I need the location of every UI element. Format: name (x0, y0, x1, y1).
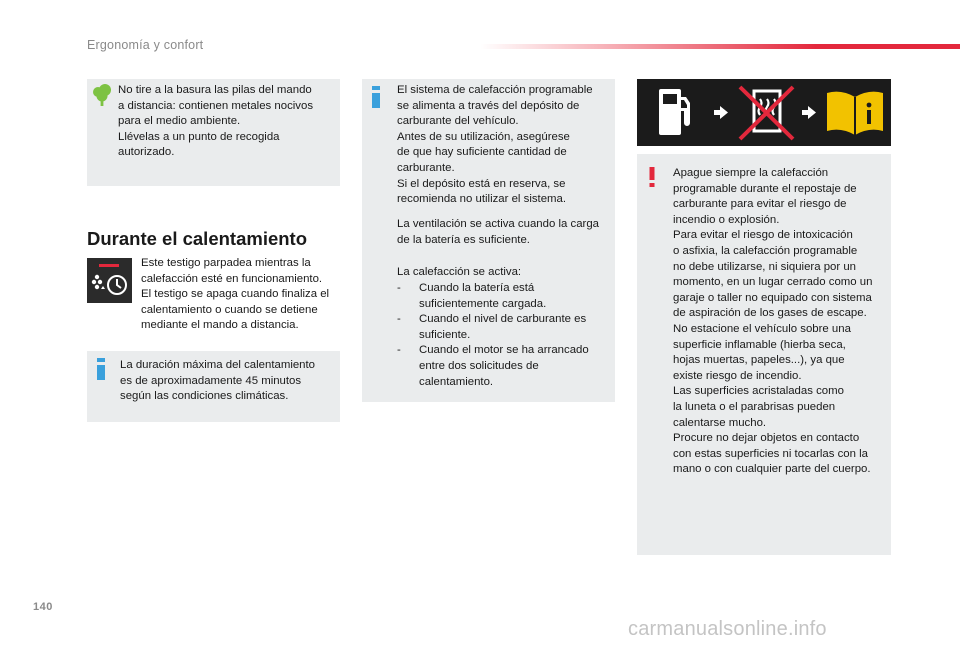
info-paragraph-activation: La calefacción se activa: (397, 266, 522, 278)
warning-text: Apague siempre la calefacción programable durante el repostaje de carburante para evitar el riesgo de incendio o explosión. Para evitar el riesgo de intoxicación o asfixia, la calefacción programable no debe utilizarse, ni siquiera por un momento, en un lugar cerrado como un garaje o taller no equipado con sistema de aspiración de los gases de escape. No estacione el vehículo sobre una superficie inflamable (hierba seca, hojas muertas, papeles...), ya que existe riesgo de incendio. Las superficies acristaladas como la luneta o el parabrisas pueden calentarse mucho. Procure no dejar objetos en contacto con estas superficies ni tocarlas con la mano o con cualquier parte del cuerpo. (673, 167, 873, 476)
list-item: - Cuando el motor se ha arrancado entre dos solicitudes de calentamiento. (397, 344, 589, 388)
section-title: Durante el calentamiento (87, 228, 308, 249)
info-paragraph-ventilation: La ventilación se activa cuando la carga de la batería es suficiente. (397, 218, 599, 246)
page-number: 140 (33, 601, 53, 613)
eco-tree-icon (92, 83, 112, 107)
crossed-heater-icon (740, 87, 793, 139)
list-item: - Cuando la batería está suficientemente cargada. (397, 282, 547, 310)
eco-note-box (87, 79, 340, 186)
manual-book-icon (827, 92, 883, 135)
warning-box (637, 154, 891, 555)
duration-info-box (87, 351, 340, 422)
activation-conditions-list (397, 265, 589, 390)
telltale-description: Este testigo parpadea mientras la calefacción esté en funcionamiento. El testigo se apaga cuando finaliza el calentamiento o cuando se detiene mediante el mando a distancia. (141, 257, 330, 332)
duration-info-text: La duración máxima del calentamiento es de aproximadamente 45 minutos según las condiciones climáticas. (120, 359, 316, 403)
arrow-right-icon (714, 106, 728, 119)
info-icon (97, 358, 105, 380)
eco-note-text: No tire a la basura las pilas del mando a distancia: contienen metales nocivos para el medio ambiente. Llévelas a un punto de recogida autorizado. (118, 84, 314, 159)
heating-telltale-icon (87, 258, 132, 303)
warning-exclamation-icon (649, 167, 655, 187)
fuel-pump-icon (659, 89, 690, 135)
list-item: - Cuando el nivel de carburante es suficiente. (397, 313, 587, 341)
header-rule (480, 44, 960, 49)
arrow-right-icon (802, 106, 816, 119)
refuelling-pictogram (637, 79, 891, 146)
page-header-title: Ergonomía y confort (87, 38, 204, 52)
watermark: carmanualsonline.info (628, 618, 827, 640)
info-icon (372, 86, 380, 108)
info-paragraph-fuel: El sistema de calefacción programable se alimenta a través del depósito de carburante del vehículo. Antes de su utilización, asegúrese de que hay suficiente cantidad de carburante. Si el depósito está en reserva, se recomienda no utilizar el sistema. (397, 84, 593, 206)
